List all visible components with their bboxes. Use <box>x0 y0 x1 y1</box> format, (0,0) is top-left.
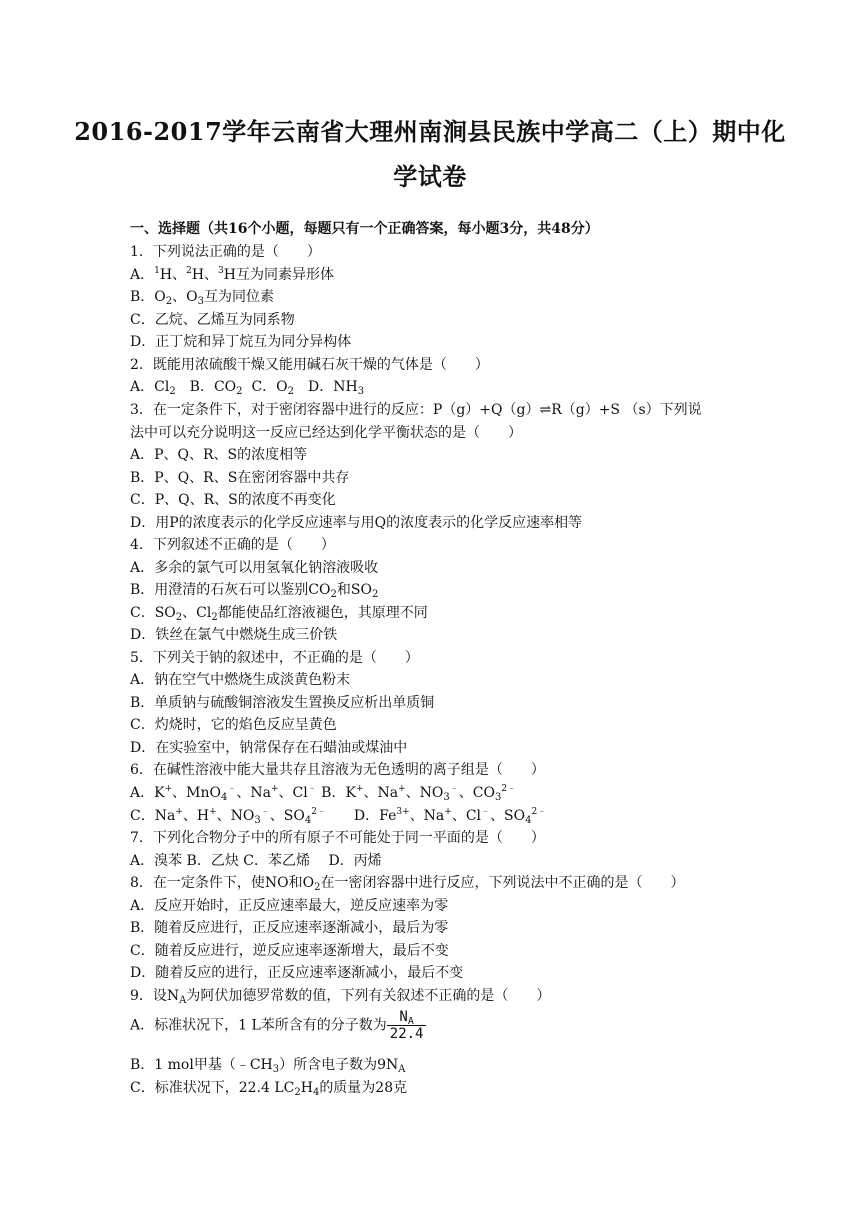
q5-stem: 5．下列关于钠的叙述中，不正确的是（ ） <box>130 650 419 666</box>
q1-option-b: B．$O_2$、$O_3$互为同位素 <box>130 289 274 307</box>
q2-stem: 2．既能用浓硫酸干燥又能用碱石灰干燥的气体是（ ） <box>130 357 489 373</box>
q4-option-b: B．用澄清的石灰石可以鉴别$CO_2$和$SO_2$ <box>130 582 379 600</box>
fraction: $\frac{N_A}{22.4}$ <box>387 1009 427 1042</box>
q6-stem: 6．在碱性溶液中能大量共存且溶液为无色透明的离子组是（ ） <box>130 762 545 778</box>
q4-option-d: D．铁丝在氯气中燃烧生成三价铁 <box>130 627 338 643</box>
q1-stem: 1．下列说法正确的是（ ） <box>130 244 321 260</box>
q4-option-a: A．多余的氯气可以用氢氧化钠溶液吸收 <box>130 560 379 576</box>
q8-option-c: C．随着反应进行，逆反应速率逐渐增大，最后不变 <box>130 943 449 959</box>
q1-option-d: D．正丁烷和异丁烷互为同分异构体 <box>130 334 352 350</box>
q2-options: A．$Cl_2$ B．$CO_2$ C．$O_2$ D．$NH_3$ <box>130 379 365 397</box>
section-heading: 一、选择题（共16个小题，每题只有一个正确答案，每小题3分，共48分） <box>130 221 599 237</box>
q6-options-cd: C．Na+、H+、$NO_3^﹣$、$SO_4^{2﹣}$ D．$Fe^{3+}$、Na+、Cl﹣、$SO_4^{2﹣}$ <box>130 807 547 826</box>
q9-option-a: A．标准状况下，1 L苯所含有的分子数为 $\frac{N_A}{22.4}$ <box>130 1009 426 1042</box>
q1-option-a: A．$^1$H、$^2$H、$^3$H互为同素异形体 <box>130 266 334 283</box>
q3-option-d: D．用P的浓度表示的化学反应速率与用Q的浓度表示的化学反应速率相等 <box>130 515 583 531</box>
q3-stem-line2: 法中可以充分说明这一反应已经达到化学平衡状态的是（ ） <box>130 425 522 441</box>
q3-option-b: B．P、Q、R、S在密闭容器中共存 <box>130 470 350 486</box>
q8-stem: 8．在一定条件下，使NO和$O_2$在一密闭容器中进行反应，下列说法中不正确的是（ ） <box>130 875 685 893</box>
q6-options-ab: A．K+、MnO$_4$﹣、Na+、Cl﹣ B．K+、Na+、$NO_3^﹣$、$CO_3^{2﹣}$ <box>130 784 517 803</box>
q7-stem: 7．下列化合物分子中的所有原子不可能处于同一平面的是（ ） <box>130 830 545 846</box>
q7-options: A．溴苯 B．乙炔 C．苯乙烯 D．丙烯 <box>130 853 382 869</box>
q5-option-d: D．在实验室中，钠常保存在石蜡油或煤油中 <box>130 740 408 756</box>
q4-option-c: C．$SO_2$、$Cl_2$都能使品红溶液褪色，其原理不同 <box>130 605 428 623</box>
q8-option-b: B．随着反应进行，正反应速率逐渐减小，最后为零 <box>130 920 449 936</box>
q1-option-c: C．乙烷、乙烯互为同系物 <box>130 312 295 328</box>
q5-option-a: A．钠在空气中燃烧生成淡黄色粉末 <box>130 672 351 688</box>
q9-stem: 9．设$N_A$为阿伏加德罗常数的值，下列有关叙述不正确的是（ ） <box>130 988 551 1006</box>
page-title-line2: 学试卷 <box>393 162 467 191</box>
q3-stem-line1: 3．在一定条件下，对于密闭容器中进行的反应：P（g）+Q（g）⇌R（g）+S （s）下列说 <box>130 402 702 418</box>
q8-option-a: A．反应开始时，正反应速率最大，逆反应速率为零 <box>130 898 449 914</box>
q4-stem: 4．下列叙述不正确的是（ ） <box>130 537 335 553</box>
q3-option-a: A．P、Q、R、S的浓度相等 <box>130 447 308 463</box>
q3-option-c: C．P、Q、R、S的浓度不再变化 <box>130 492 336 508</box>
q8-option-d: D．随着反应的进行，正反应速率逐渐减小，最后不变 <box>130 965 464 981</box>
q9-option-c: C．标准状况下，22.4 $LC_2H_4$的质量为28克 <box>130 1080 408 1098</box>
page-title-line1: 2016-2017学年云南省大理州南涧县民族中学高二（上）期中化 <box>74 117 786 146</box>
q9-option-b: B．1 mol甲基$(﹣CH_3)$所含电子数为$9N_A$ <box>130 1057 406 1075</box>
q5-option-b: B．单质钠与硫酸铜溶液发生置换反应析出单质铜 <box>130 695 435 711</box>
q5-option-c: C．灼烧时，它的焰色反应呈黄色 <box>130 717 337 733</box>
